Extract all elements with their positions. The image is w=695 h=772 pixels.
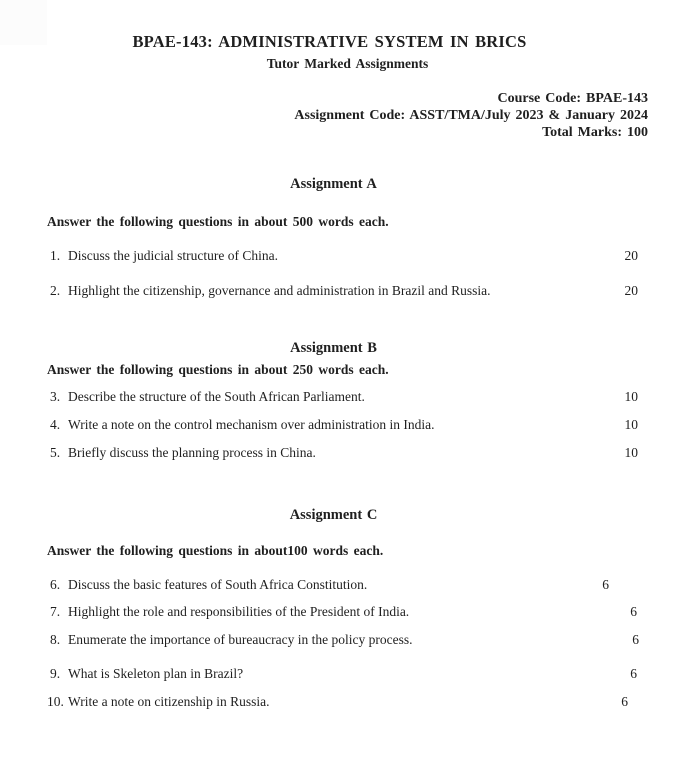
question-list [47, 576, 648, 710]
question-number: 3. [50, 389, 61, 404]
question-marks: 6 [632, 632, 639, 647]
question-row [47, 444, 648, 461]
total-marks-line: Total Marks: 100 [542, 125, 648, 140]
question-row [47, 282, 648, 299]
question-list [47, 247, 648, 299]
section-heading: Assignment C [289, 507, 378, 523]
question-marks: 6 [630, 604, 637, 619]
question-text: Enumerate the importance of bureaucracy in the policy process. [68, 632, 413, 647]
question-row [47, 388, 648, 405]
question-text: What is Skeleton plan in Brazil? [68, 666, 244, 681]
question-text: Highlight the role and responsibilities of the President of India. [68, 604, 410, 619]
section-assignment-a [47, 176, 648, 299]
question-number: 10. [47, 694, 64, 709]
question-marks: 10 [624, 417, 638, 432]
question-text: Describe the structure of the South African Parliament. [68, 389, 365, 404]
question-marks: 20 [624, 283, 638, 298]
question-number: 7. [50, 604, 61, 619]
section-instruction: Answer the following questions in about 250 words each. [47, 362, 389, 377]
question-row [47, 631, 648, 648]
question-list [47, 388, 648, 461]
question-number: 9. [50, 666, 61, 681]
document-subtitle: Tutor Marked Assignments [266, 56, 429, 71]
course-code-line: Course Code: BPAE-143 [497, 91, 648, 106]
question-marks: 10 [624, 445, 638, 460]
question-number: 2. [50, 283, 61, 298]
section-assignment-c [47, 507, 648, 710]
question-number: 4. [50, 417, 61, 432]
section-instruction: Answer the following questions in about 500 words each. [47, 214, 389, 229]
question-number: 1. [50, 248, 61, 263]
section-heading: Assignment A [290, 176, 377, 192]
question-number: 5. [50, 445, 61, 460]
question-text: Briefly discuss the planning process in China. [68, 445, 316, 460]
question-text: Write a note on citizenship in Russia. [68, 694, 270, 709]
question-text: Discuss the judicial structure of China. [68, 248, 278, 263]
section-assignment-b [47, 340, 648, 461]
question-row [47, 416, 648, 433]
question-marks: 6 [621, 694, 628, 709]
question-row [47, 693, 648, 710]
question-marks: 20 [624, 248, 638, 263]
question-text: Discuss the basic features of South Africa Constitution. [68, 577, 368, 592]
question-marks: 6 [602, 577, 609, 592]
question-marks: 6 [630, 666, 637, 681]
question-number: 8. [50, 632, 61, 647]
assignment-code-line: Assignment Code: ASST/TMA/July 2023 & January 2024 [294, 108, 648, 123]
course-title: BPAE-143: ADMINISTRATIVE SYSTEM IN BRICS [132, 32, 527, 51]
question-number: 6. [50, 577, 61, 592]
header-meta-block [47, 90, 648, 141]
question-row [47, 576, 648, 593]
question-row [47, 247, 648, 264]
question-row [47, 665, 648, 682]
question-text: Write a note on the control mechanism over administration in India. [68, 417, 435, 432]
question-marks: 10 [624, 389, 638, 404]
question-text: Highlight the citizenship, governance and administration in Brazil and Russia. [68, 283, 491, 298]
section-heading: Assignment B [290, 340, 377, 356]
question-row [47, 603, 648, 620]
section-instruction: Answer the following questions in about100 words each. [47, 543, 384, 558]
